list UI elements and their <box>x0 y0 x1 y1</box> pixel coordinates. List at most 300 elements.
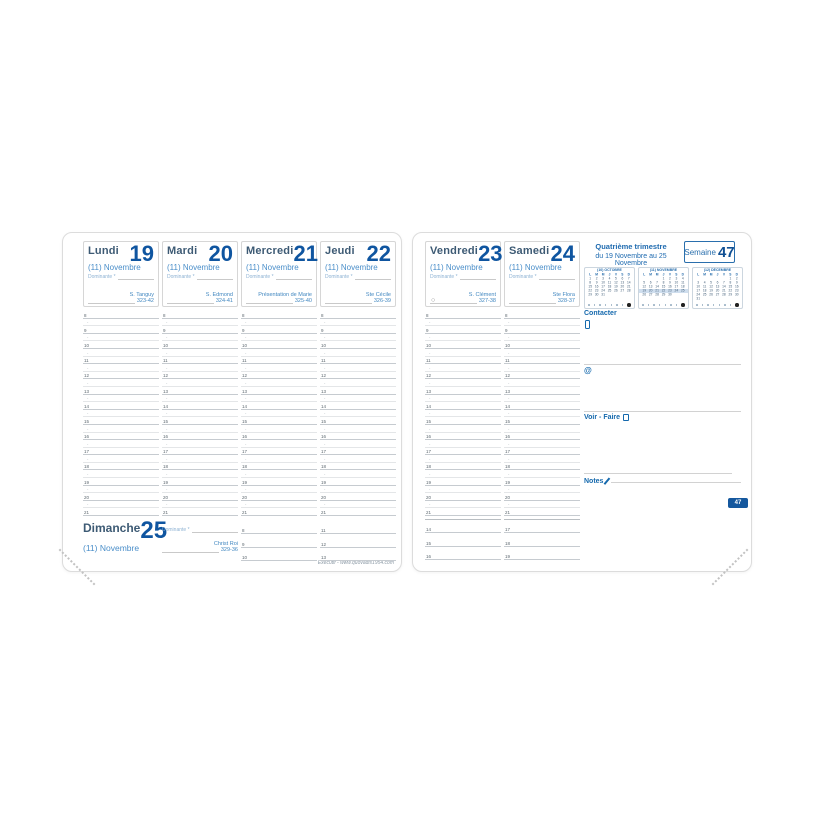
hour-label: 9 <box>242 541 245 547</box>
half-hour-row <box>162 379 238 387</box>
half-hour-row <box>425 486 501 494</box>
day-count-row <box>246 298 312 304</box>
half-hour-row <box>83 486 159 494</box>
hour-label: 8 <box>505 312 508 318</box>
hour-label: 9 <box>426 327 429 333</box>
day-number: 24 <box>550 241 575 266</box>
half-hour-row <box>425 501 501 509</box>
saint-name: S. Clément <box>468 292 496 298</box>
day-column-jeudi <box>320 241 396 516</box>
half-hour-mark: · <box>245 426 247 433</box>
half-hour-row <box>241 319 317 327</box>
half-hour-mark: · <box>508 380 510 387</box>
hour-row <box>83 448 159 456</box>
day-month: (11) Novembre <box>509 263 562 272</box>
calendar-day: 25 <box>607 289 612 293</box>
saint-name: Présentation de Marie <box>258 292 312 298</box>
half-hour-mark: · <box>508 472 510 479</box>
half-hour-row <box>320 364 396 372</box>
hour-label: 13 <box>163 388 169 394</box>
day-count: 327-38 <box>478 298 496 304</box>
hour-label: 16 <box>505 434 511 440</box>
half-hour-mark: · <box>245 411 247 418</box>
day-month: (11) Novembre <box>430 263 483 272</box>
day-count-line <box>162 549 219 553</box>
hour-row <box>241 341 317 349</box>
hour-row <box>320 341 396 349</box>
half-hour-row <box>83 455 159 463</box>
mini-calendar <box>638 267 689 309</box>
hour-label: 10 <box>242 555 248 561</box>
calendar-day <box>680 293 686 297</box>
calendar-day: 30 <box>668 293 672 297</box>
calendar-day: 7 <box>627 277 630 281</box>
hour-row <box>425 402 501 410</box>
day-count-line <box>509 300 556 304</box>
calendar-day: 12 <box>709 285 713 289</box>
calendar-footer <box>588 303 631 307</box>
mini-calendar <box>692 267 743 309</box>
hour-label: 14 <box>242 403 248 409</box>
calendar-day: 11 <box>702 285 707 289</box>
day-count-row <box>325 298 391 304</box>
calendar-footer-dot <box>659 304 661 306</box>
half-hour-row <box>320 410 396 418</box>
half-hour-mark: · <box>429 411 431 418</box>
hour-label: 21 <box>321 510 327 516</box>
half-hour-row <box>241 334 317 342</box>
day-count: 325-40 <box>294 298 312 304</box>
half-hour-mark: · <box>508 487 510 494</box>
hour-row <box>83 402 159 410</box>
calendar-day: 8 <box>589 281 592 285</box>
half-hour-mark: · <box>429 335 431 342</box>
calendar-day: 6 <box>621 277 624 281</box>
half-hour-row <box>504 334 580 342</box>
calendar-weekday: V <box>668 273 672 277</box>
hour-row <box>83 508 159 516</box>
half-hour-row <box>504 379 580 387</box>
calendar-weekday: V <box>722 273 726 277</box>
dominante-label: Dominante * <box>509 274 537 280</box>
calendar-day: 11 <box>681 281 685 285</box>
calendar-weekday: J <box>716 273 719 277</box>
dominante-row <box>167 274 233 280</box>
hour-row <box>162 387 238 395</box>
saint-block <box>325 292 391 304</box>
half-hour-row <box>241 486 317 494</box>
saint-block <box>246 292 312 304</box>
half-hour-row <box>241 349 317 357</box>
half-hour-mark: · <box>429 350 431 357</box>
day-header-row <box>430 241 503 266</box>
half-hour-mark: · <box>166 365 168 372</box>
hour-row <box>320 493 396 501</box>
day-count: 323-42 <box>136 298 154 304</box>
dominante-row <box>246 274 312 280</box>
saint-block <box>167 292 233 304</box>
hour-label: 13 <box>321 388 327 394</box>
saint-name: Ste Cécile <box>365 292 391 298</box>
calendar-day: 5 <box>643 281 646 285</box>
calendar-weekday: S <box>621 273 624 277</box>
hour-row <box>320 357 396 365</box>
calendar-day: 20 <box>620 285 625 289</box>
day-name: Dimanche <box>83 521 141 535</box>
day-name: Lundi <box>88 245 119 257</box>
calendar-day: 28 <box>655 293 659 297</box>
calendar-day: 19 <box>709 289 713 293</box>
half-hour-mark: · <box>429 365 431 372</box>
calendar-day: 15 <box>661 285 666 289</box>
calendar-day: 31 <box>601 293 605 297</box>
calendar-weekday: V <box>614 273 618 277</box>
half-hour-row <box>83 395 159 403</box>
half-hour-row <box>320 349 396 357</box>
calendar-day: 29 <box>728 293 733 297</box>
calendar-day: 7 <box>723 281 725 285</box>
day-column-mercredi <box>241 241 317 516</box>
day-count: 324-41 <box>215 298 233 304</box>
calendar-day: 27 <box>620 289 625 293</box>
dominante-row <box>162 527 238 533</box>
hour-row <box>320 508 396 516</box>
calendar-day: 29 <box>588 293 593 297</box>
hour-row <box>162 357 238 365</box>
half-hour-row <box>241 425 317 433</box>
calendar-day: 23 <box>734 289 739 293</box>
half-hour-row <box>504 440 580 448</box>
hour-label: 20 <box>163 494 169 500</box>
moon-phase-icon: ○ <box>431 297 436 304</box>
hour-label: 12 <box>321 541 327 547</box>
sunday-afternoon-row <box>425 520 501 533</box>
half-hour-mark: · <box>245 502 247 509</box>
hour-row <box>504 508 580 516</box>
hour-label: 8 <box>321 312 324 318</box>
half-hour-mark: · <box>429 396 431 403</box>
hour-label: 21 <box>163 510 169 516</box>
half-hour-row <box>162 425 238 433</box>
hour-label: 11 <box>242 358 247 364</box>
hour-label: 14 <box>426 527 432 533</box>
half-hour-mark: · <box>245 350 247 357</box>
hour-row <box>241 311 317 319</box>
hour-row <box>162 341 238 349</box>
dominante-label: Dominante * <box>167 274 195 280</box>
hour-label: 17 <box>505 527 511 533</box>
half-hour-mark: · <box>245 335 247 342</box>
saint-block <box>509 292 575 304</box>
calendar-day: 23 <box>668 289 672 293</box>
hour-label: 17 <box>321 449 327 455</box>
half-hour-mark: · <box>87 396 89 403</box>
saint-name: Christ Roi <box>213 541 238 547</box>
logo-dot-icon <box>681 303 685 307</box>
calendar-day: 25 <box>680 289 685 293</box>
hour-label: 21 <box>426 510 432 516</box>
day-header-row <box>246 241 318 266</box>
calendar-day: 15 <box>588 285 593 289</box>
hour-label: 18 <box>84 464 90 470</box>
half-hour-mark: · <box>429 472 431 479</box>
calendar-day: 24 <box>674 289 679 293</box>
hour-row <box>83 341 159 349</box>
half-hour-mark: · <box>429 487 431 494</box>
mini-calendar-title: (11) NOVEMBRE <box>649 268 678 272</box>
sunday-hour-row <box>241 521 317 534</box>
week-summary <box>581 242 681 267</box>
half-hour-row <box>425 334 501 342</box>
hour-row <box>162 493 238 501</box>
calendar-day: 17 <box>674 285 679 289</box>
calendar-day: 11 <box>607 281 612 285</box>
mini-calendar <box>584 267 635 309</box>
calendar-weekday: D <box>627 273 630 277</box>
day-month: (11) Novembre <box>83 543 140 553</box>
calendar-day: 14 <box>655 285 659 289</box>
half-hour-row <box>241 395 317 403</box>
hour-row <box>83 372 159 380</box>
half-hour-mark: · <box>324 456 326 463</box>
hour-row <box>320 372 396 380</box>
hour-row <box>425 357 501 365</box>
brand-footer: Executif - www.quovadis1954.com <box>317 560 394 566</box>
calendar-day: 8 <box>662 281 665 285</box>
calendar-day: 26 <box>614 289 618 293</box>
half-hour-row <box>504 395 580 403</box>
day-header <box>83 241 159 307</box>
calendar-day: 16 <box>734 285 739 289</box>
calendar-day: 16 <box>668 285 672 289</box>
calendar-footer-dot <box>642 304 644 306</box>
half-hour-row <box>83 379 159 387</box>
calendar-day: 1 <box>662 277 665 281</box>
calendar-footer-dot <box>707 304 709 306</box>
sunday-hour-row <box>320 521 396 534</box>
day-count-row <box>167 298 233 304</box>
sunday-header-row <box>83 517 168 544</box>
half-hour-mark: · <box>87 472 89 479</box>
calendar-day: 21 <box>626 285 631 289</box>
half-hour-row <box>241 410 317 418</box>
hour-row <box>504 311 580 319</box>
email-at-label: @ <box>584 366 592 375</box>
hour-row <box>241 387 317 395</box>
day-name: Mercredi <box>246 245 294 257</box>
day-header <box>241 241 317 307</box>
half-hour-row <box>320 425 396 433</box>
phone-icon <box>585 320 590 329</box>
half-hour-row <box>83 364 159 372</box>
day-header <box>504 241 580 307</box>
hour-row <box>162 433 238 441</box>
hour-row <box>504 372 580 380</box>
hour-label: 12 <box>163 373 169 379</box>
hour-label: 17 <box>84 449 90 455</box>
hour-label: 18 <box>321 464 327 470</box>
calendar-day: 19 <box>642 289 647 293</box>
calendar-day: 13 <box>715 285 720 289</box>
half-hour-mark: · <box>429 441 431 448</box>
hour-label: 15 <box>84 418 90 424</box>
hour-grid <box>504 311 580 560</box>
day-header <box>320 241 396 307</box>
mini-calendar-title: (10) OCTOBRE <box>597 268 622 272</box>
hour-label: 12 <box>426 373 432 379</box>
half-hour-row <box>162 349 238 357</box>
hour-row <box>425 387 501 395</box>
hour-label: 8 <box>242 528 245 534</box>
hour-label: 19 <box>505 479 511 485</box>
hour-row <box>83 417 159 425</box>
mini-calendar-grid <box>693 268 742 301</box>
hour-label: 19 <box>505 554 511 560</box>
day-number: 20 <box>208 241 233 266</box>
half-hour-row <box>241 440 317 448</box>
sunday-dominante-block <box>162 525 238 553</box>
half-hour-row <box>504 349 580 357</box>
hour-label: 9 <box>84 327 87 333</box>
calendar-day: 2 <box>669 277 671 281</box>
hour-row <box>241 493 317 501</box>
half-hour-mark: · <box>245 396 247 403</box>
day-name: Samedi <box>509 245 550 257</box>
calendar-day <box>734 297 740 301</box>
hour-label: 15 <box>321 418 327 424</box>
hour-label: 10 <box>242 342 248 348</box>
hour-label: 15 <box>426 418 432 424</box>
half-hour-mark: · <box>166 411 168 418</box>
half-hour-row <box>320 501 396 509</box>
hour-label: 8 <box>84 312 87 318</box>
half-hour-mark: · <box>166 456 168 463</box>
calendar-day: 7 <box>656 281 658 285</box>
calendar-day: 8 <box>729 281 732 285</box>
calendar-day: 3 <box>697 281 700 285</box>
hour-label: 21 <box>242 510 248 516</box>
hour-label: 10 <box>321 342 327 348</box>
hour-label: 17 <box>426 449 432 455</box>
half-hour-row <box>241 470 317 478</box>
calendar-day: 13 <box>648 285 653 289</box>
calendar-footer <box>642 303 685 307</box>
notes-section <box>584 477 741 485</box>
left-page <box>62 232 402 572</box>
dominante-line <box>460 276 496 280</box>
half-hour-row <box>241 501 317 509</box>
half-hour-mark: · <box>508 335 510 342</box>
calendar-day: 27 <box>648 293 653 297</box>
calendar-day: 28 <box>626 289 631 293</box>
calendar-footer-dot <box>653 304 655 306</box>
half-hour-mark: · <box>429 502 431 509</box>
calendar-footer-dot <box>702 304 704 306</box>
hour-label: 8 <box>242 312 245 318</box>
hour-label: 9 <box>321 327 324 333</box>
half-hour-mark: · <box>429 320 431 327</box>
calendar-day: 16 <box>594 285 599 289</box>
hour-label: 21 <box>84 510 90 516</box>
hour-row <box>162 372 238 380</box>
hour-label: 18 <box>163 464 169 470</box>
hour-row <box>241 417 317 425</box>
section-divider <box>584 473 732 474</box>
calendar-weekday: D <box>681 273 684 277</box>
mini-calendar-title: (12) DÉCEMBRE <box>703 268 732 272</box>
half-hour-row <box>83 334 159 342</box>
calendar-day: 20 <box>648 289 653 293</box>
half-hour-row <box>425 319 501 327</box>
hour-row <box>425 493 501 501</box>
hour-row <box>83 433 159 441</box>
dominante-row <box>88 274 154 280</box>
sunday-hour-row <box>320 534 396 547</box>
half-hour-mark: · <box>245 380 247 387</box>
hour-row <box>241 448 317 456</box>
hour-row <box>83 463 159 471</box>
day-number: 22 <box>366 241 391 266</box>
saint-block <box>88 292 154 304</box>
hour-row <box>162 508 238 516</box>
day-count-row <box>430 298 496 304</box>
half-hour-mark: · <box>508 365 510 372</box>
sunday-afternoon-row <box>504 547 580 560</box>
day-count-row <box>162 547 238 553</box>
day-month: (11) Novembre <box>325 263 378 272</box>
half-hour-mark: · <box>324 365 326 372</box>
calendar-weekday: M <box>595 273 598 277</box>
perforation-dots-left <box>59 549 96 586</box>
calendar-day: 13 <box>620 281 625 285</box>
calendar-day: 15 <box>728 285 733 289</box>
calendar-footer-dot <box>622 304 624 306</box>
calendar-footer-dot <box>696 304 698 306</box>
calendar-weekday: M <box>649 273 652 277</box>
day-column-vendredi <box>425 241 501 560</box>
dominante-line <box>118 276 154 280</box>
hour-label: 10 <box>505 342 511 348</box>
hour-row <box>162 448 238 456</box>
hour-label: 18 <box>426 464 432 470</box>
half-hour-row <box>320 319 396 327</box>
hour-label: 11 <box>505 358 510 364</box>
hour-row <box>241 433 317 441</box>
half-hour-row <box>83 470 159 478</box>
half-hour-mark: · <box>324 320 326 327</box>
half-hour-row <box>320 395 396 403</box>
calendar-day: 21 <box>722 289 726 293</box>
half-hour-row <box>162 334 238 342</box>
hour-label: 13 <box>84 388 90 394</box>
half-hour-mark: · <box>166 396 168 403</box>
hour-label: 10 <box>84 342 90 348</box>
calendar-footer-dot <box>724 304 726 306</box>
day-count-line <box>167 300 214 304</box>
hour-label: 12 <box>321 373 327 379</box>
voir-faire-label: Voir - Faire <box>584 414 621 421</box>
dominante-line <box>197 276 233 280</box>
calendar-day: 1 <box>589 277 592 281</box>
voir-faire-section <box>584 414 629 421</box>
half-hour-mark: · <box>324 350 326 357</box>
half-hour-row <box>320 440 396 448</box>
day-number: 21 <box>293 241 318 266</box>
hour-label: 14 <box>426 403 432 409</box>
half-hour-row <box>504 501 580 509</box>
dominante-row <box>430 274 496 280</box>
quarter-title: Quatrième trimestre <box>595 242 667 251</box>
